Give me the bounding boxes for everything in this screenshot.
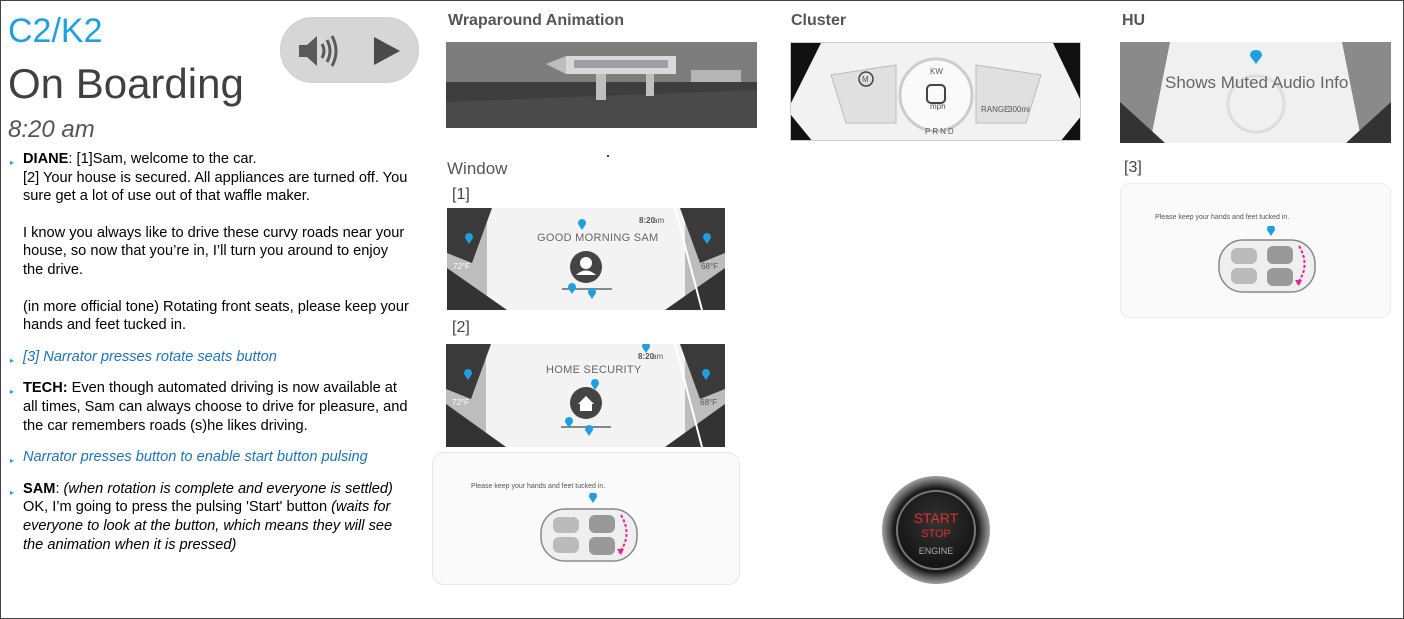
slide-code: C2/K2	[8, 12, 103, 50]
bullet-icon: ▸	[10, 456, 15, 466]
diane-paragraph-3: (in more official tone) Rotating front seats, please keep your hands and feet tucked in.	[23, 298, 409, 334]
media-controls	[280, 17, 419, 83]
window-1-title: GOOD MORNING SAM	[537, 232, 659, 244]
list-item	[10, 379, 410, 435]
window-2-clock-suffix: am	[652, 352, 664, 361]
hu-screen-3[interactable]	[1120, 183, 1391, 318]
bullet-icon: ▸	[10, 158, 15, 167]
cluster-kw-label: KW	[930, 67, 943, 76]
hu-preview[interactable]	[1120, 42, 1391, 143]
diane-line-1: : [1]Sam, welcome to the car.	[68, 151, 257, 167]
hu-step-label-3: [3]	[1124, 159, 1142, 176]
engine-label: ENGINE	[918, 546, 954, 556]
window-1-clock-suffix: am	[653, 216, 665, 225]
narrator-note-1: [3] Narrator presses rotate seats button	[23, 348, 277, 365]
start-stop-engine-button[interactable]	[882, 476, 990, 584]
list-item	[10, 480, 410, 554]
cluster-range-label: RANGE	[981, 105, 1010, 114]
list-item	[10, 448, 410, 467]
window-screen-2[interactable]	[446, 344, 725, 447]
speaker-diane: DIANE	[23, 151, 69, 167]
building-scene-image	[446, 42, 757, 128]
script-text	[10, 150, 410, 567]
cluster-range-value: 300mi	[1008, 105, 1030, 114]
rotating-seats-illustration	[533, 493, 643, 573]
start-button-face	[896, 490, 976, 570]
cluster-mph-label: mph	[930, 102, 946, 111]
play-icon[interactable]	[369, 34, 405, 68]
window-display-1	[447, 208, 725, 310]
stop-label: STOP	[921, 528, 951, 540]
hu-rotating-seats-illustration	[1213, 226, 1323, 306]
window-2-temp-left: 72°F	[452, 398, 469, 407]
start-label: START	[913, 510, 959, 526]
hu-3-tucked-text: Please keep your hands and feet tucked in.	[1155, 214, 1290, 221]
window-2-clock: 8:20	[638, 352, 655, 361]
slide-time: 8:20 am	[8, 116, 95, 143]
sam-direction-2: (waits for everyone to look at the button, which means they will see the animation when it is pressed)	[23, 499, 393, 553]
window-step-label-1: [1]	[452, 186, 470, 203]
window-screen-3[interactable]	[432, 452, 740, 585]
diane-line-2: [2] Your house is secured. All appliances are turned off. You sure get a lot of use out of that waffle maker.	[23, 169, 408, 205]
cluster-mode-label: M	[862, 75, 869, 84]
list-item	[10, 348, 410, 367]
sam-direction-1: (when rotation is complete and everyone is settled)	[63, 480, 393, 497]
section-cluster-title: Cluster	[791, 12, 847, 29]
speaker-tech: TECH:	[23, 380, 68, 397]
sam-colon: :	[55, 480, 64, 497]
section-hu-title: HU	[1122, 12, 1146, 29]
window-1-temp-left: 72°F	[453, 262, 470, 271]
bullet-icon: ▸	[10, 387, 15, 397]
window-3-tucked-text: Please keep your hands and feet tucked in.	[471, 483, 606, 490]
window-1-temp-right: 68°F	[701, 262, 718, 271]
window-2-temp-right: 68°F	[700, 398, 717, 407]
bullet-icon: ▸	[10, 487, 15, 497]
window-1-clock: 8:20	[639, 216, 656, 225]
section-wraparound-title: Wraparound Animation	[448, 12, 624, 29]
section-window-title: Window	[447, 159, 508, 178]
sam-text: OK, I’m going to press the pulsing 'Start' button	[23, 499, 332, 516]
list-item	[10, 150, 410, 335]
hu-muted-audio-text: Shows Muted Audio Info	[1165, 73, 1349, 92]
tech-text: Even though automated driving is now available at all times, Sam can always choose to drive for pleasure, and the car remembers roads (s)he likes driving.	[23, 380, 408, 434]
wraparound-animation-preview[interactable]	[446, 42, 757, 128]
dot-marker	[607, 155, 609, 157]
slide-title: On Boarding	[8, 60, 244, 107]
window-step-label-2: [2]	[452, 319, 470, 336]
cluster-gear-label: PRND	[925, 127, 956, 136]
window-2-title: HOME SECURITY	[546, 364, 642, 376]
speaker-sam: SAM	[23, 480, 56, 497]
window-display-2	[446, 344, 725, 447]
diane-paragraph-2: I know you always like to drive these curvy roads near your house, so now that you’re in, I’ll turn you around to enjoy the drive.	[23, 224, 405, 278]
window-screen-1[interactable]	[447, 208, 725, 310]
bullet-icon: ▸	[10, 355, 15, 365]
cluster-preview[interactable]	[790, 42, 1081, 141]
narrator-note-2: Narrator presses button to enable start button pulsing	[23, 449, 368, 466]
